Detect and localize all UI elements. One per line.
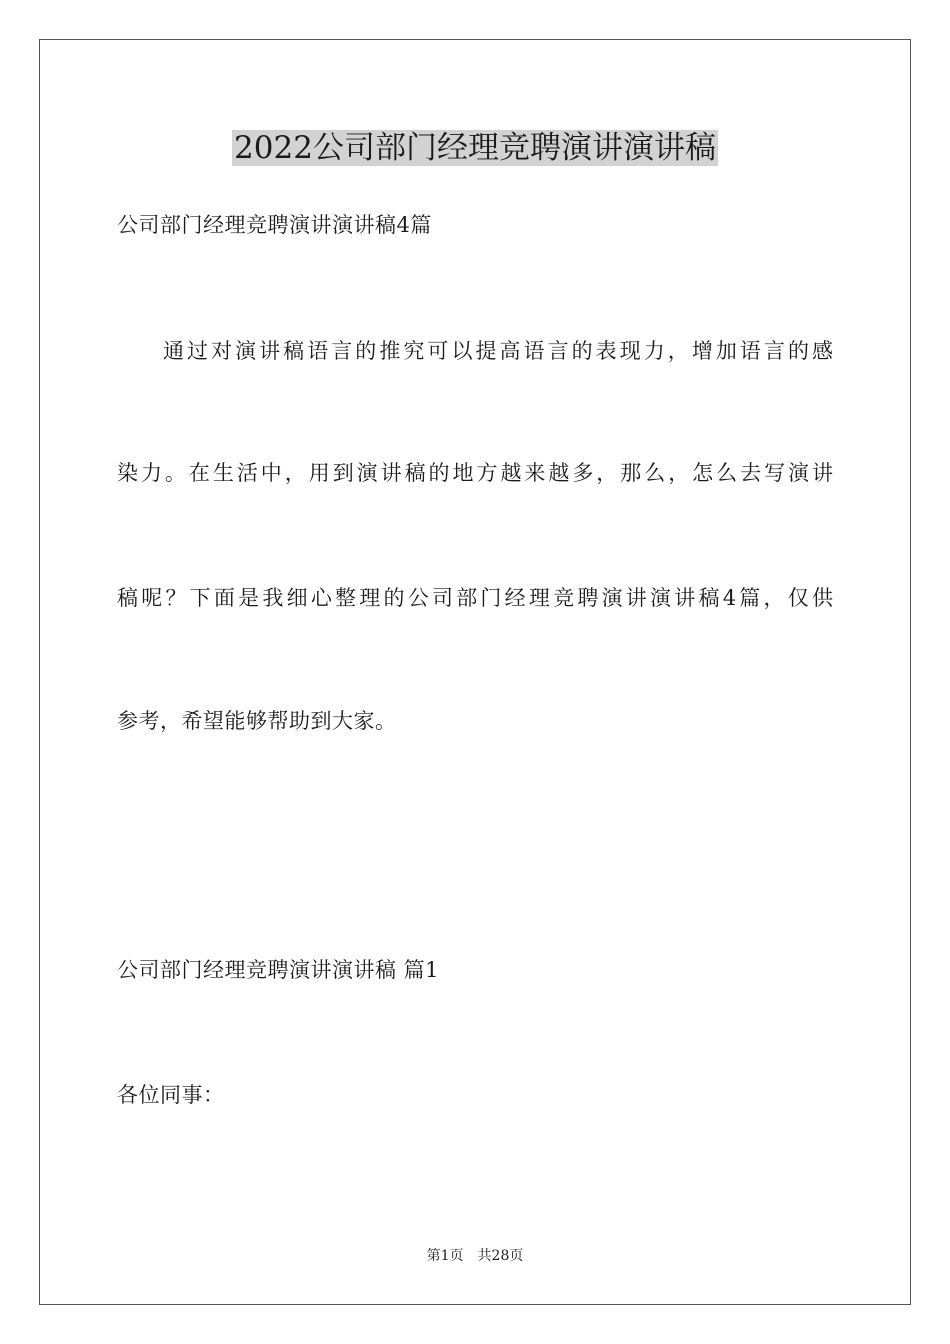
intro-line-3: 稿呢？下面是我细心整理的公司部门经理竞聘演讲演讲稿4篇，仅供: [117, 586, 833, 610]
document-title: [0, 128, 950, 168]
intro-line-1: 通过对演讲稿语言的推究可以提高语言的表现力，增加语言的感: [163, 339, 833, 363]
intro-line-2: 染力。在生活中，用到演讲稿的地方越来越多，那么，怎么去写演讲: [117, 461, 833, 485]
document-subtitle: 公司部门经理竞聘演讲演讲稿4篇: [117, 213, 432, 237]
intro-line-4: 参考，希望能够帮助到大家。: [117, 709, 397, 733]
salutation: 各位同事：: [117, 1083, 225, 1107]
page-number: 第1页: [426, 1248, 464, 1264]
page-footer: [0, 1246, 950, 1266]
document-title-text: 2022公司部门经理竞聘演讲演讲稿: [234, 130, 716, 166]
section-heading: 公司部门经理竞聘演讲演讲稿 篇1: [117, 958, 440, 982]
page-total: 共28页: [477, 1248, 524, 1264]
